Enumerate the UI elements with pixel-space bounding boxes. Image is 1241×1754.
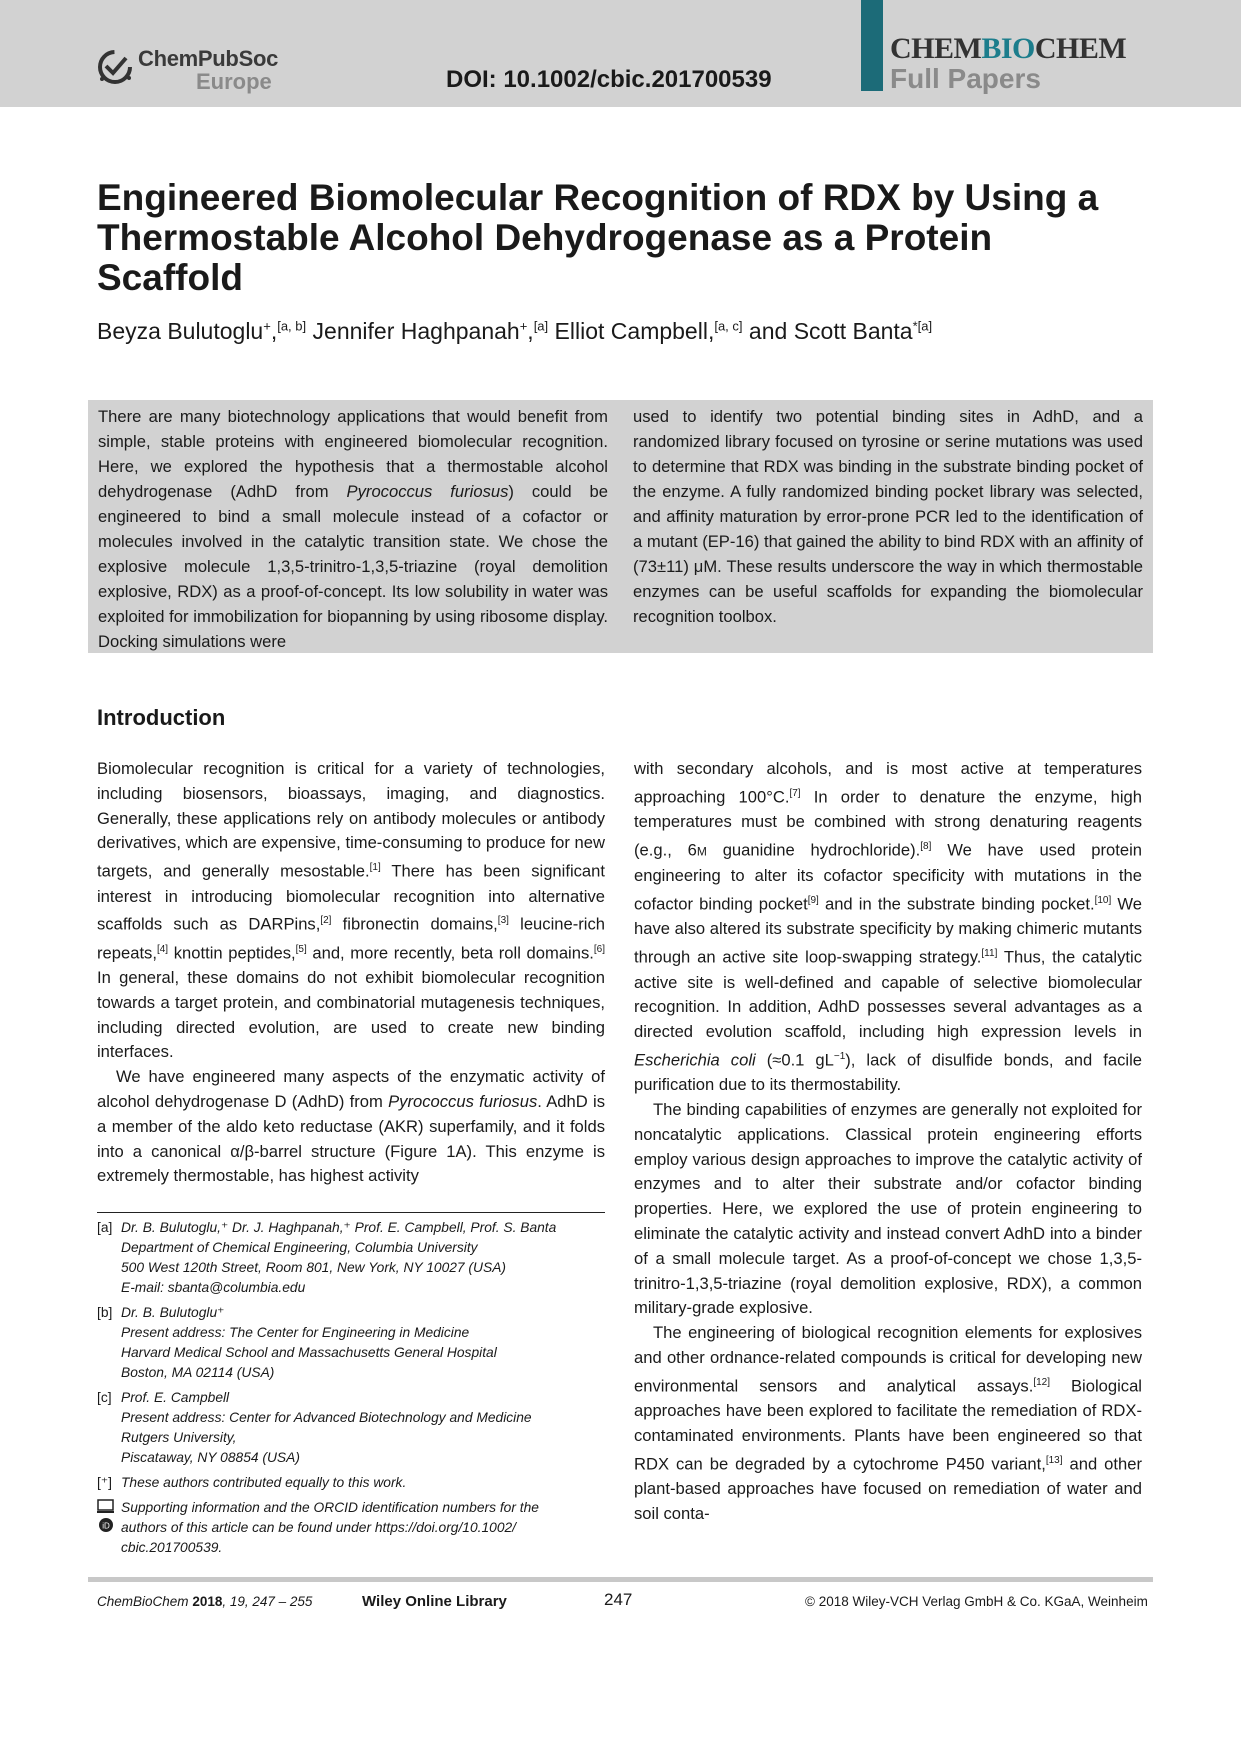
citation[interactable]: [9]	[807, 895, 819, 907]
citation[interactable]: [11]	[981, 948, 998, 960]
body-right-column	[634, 757, 1142, 1527]
journal-name-part: CHEM	[890, 32, 982, 65]
footnote-label: [b]	[97, 1305, 113, 1320]
computer-and-orcid-icon	[97, 1498, 115, 1534]
citation[interactable]: [10]	[1094, 895, 1112, 907]
author-affiliation: [a, c]	[714, 318, 743, 334]
paragraph	[97, 1065, 605, 1189]
footer-volume-pages: , 19, 247 – 255	[222, 1594, 313, 1609]
footer-citation	[97, 1594, 312, 1609]
page-number: 247	[604, 1590, 633, 1609]
text: The engineering of biological recognition elements for explosives and other ordnance-related compounds is critical for developing new environmental sensors and analytical assays.	[634, 1323, 1142, 1396]
footnote-line: Dr. B. Bulutoglu⁺	[121, 1305, 225, 1320]
abstract-text: There are many biotechnology applications that would benefit from simple, stable proteins with engineered biomolecular recognition. Here, we explored the hypothesis that a thermostable alcohol dehydrogenase (AdhD from	[98, 407, 608, 501]
svg-text:iD: iD	[102, 1521, 110, 1531]
journal-name	[890, 32, 1126, 66]
text: We have also altered its substrate specificity by making chimeric mutants through an active site loop-swapping strategy.	[634, 894, 1142, 967]
author-affiliation: [a]	[917, 318, 933, 334]
footnote-text	[121, 1498, 605, 1558]
footnote-line: Prof. E. Campbell	[121, 1390, 230, 1405]
text: (≈0.1 gL	[755, 1050, 834, 1070]
author-mark: *	[912, 318, 918, 334]
species-name: Pyrococcus furiosus	[388, 1091, 538, 1111]
author-name: Scott Banta	[793, 318, 913, 344]
journal-name-part: BIO	[981, 32, 1035, 65]
footnote-text	[121, 1388, 605, 1468]
text: and in the substrate binding pocket.	[818, 894, 1095, 914]
footnote-label: [c]	[97, 1390, 112, 1405]
citation[interactable]: [7]	[789, 787, 801, 799]
molar-unit: M	[696, 844, 707, 859]
footnote-line: Rutgers University,	[121, 1430, 237, 1445]
affiliation-footnotes	[97, 1218, 605, 1563]
footer-rule	[88, 1577, 1153, 1582]
paragraph	[634, 1321, 1142, 1526]
citation[interactable]: [8]	[920, 840, 932, 852]
text: and other plant-based approaches have focused on remediation of water and soil conta-	[634, 1454, 1142, 1523]
footnote-line: Department of Chemical Engineering, Columbia University	[121, 1240, 478, 1255]
paragraph	[634, 757, 1142, 1098]
footnote	[97, 1498, 605, 1558]
abstract-right-column: used to identify two potential binding sites in AdhD, and a randomized library focused on tyrosine or serine mutations was used to determine that RDX was binding in the substrate binding pocket of the enzyme. A fully randomized binding pocket library was selected, and affinity maturation by error-prone PCR led to the identification of a mutant (EP-16) that gained the ability to bind RDX with an affinity of (73±11) μM. These results underscore the way in which thermostable enzymes can be useful scaffolds for expanding the biomolecular recognition toolbox.	[633, 407, 1143, 626]
footnote-divider	[97, 1212, 605, 1213]
author-name: Jennifer Haghpanah	[312, 318, 520, 344]
author-name: Elliot Campbell	[554, 318, 708, 344]
citation[interactable]: [3]	[497, 915, 509, 927]
chempubsoc-logo-icon	[96, 48, 134, 86]
abstract-species: Pyrococcus furiosus	[346, 482, 509, 501]
exponent: −1	[833, 1050, 846, 1062]
footnote-line: Harvard Medical School and Massachusetts General Hospital	[121, 1345, 497, 1360]
publisher-region: Europe	[196, 69, 272, 94]
citation[interactable]: [1]	[369, 862, 381, 874]
citation[interactable]: [5]	[295, 943, 307, 955]
citation[interactable]: [4]	[156, 943, 169, 955]
text: In general, these domains do not exhibit biomolecular recognition towards a target protein, and combinatorial mutagenesis techniques, including directed evolution, are used to create new binding interfaces.	[97, 967, 605, 1062]
footnote-line: Present address: Center for Advanced Biotechnology and Medicine	[121, 1410, 532, 1425]
author-list: Beyza Bulutoglu+,[a, b] Jennifer Haghpanah+,[a] Elliot Campbell,[a, c] and Scott Banta$^{*[a]}$	[97, 318, 933, 344]
doi-link[interactable]: cbic.201700539.	[121, 1540, 223, 1555]
paragraph: The binding capabilities of enzymes are generally not exploited for noncatalytic applications. Classical protein engineering efforts employ various design approaches to improve the catalytic activity of enzymes and to alter their substrate and/or cofactor binding properties. Here, we explored the use of protein engineering to eliminate the catalytic activity and instead convert AdhD into a binder of a small molecule target. As a proof-of-concept we chose 1,3,5-trinitro-1,3,5-triazine (royal demolition explosive, RDX), a common military-grade explosive.	[634, 1100, 1142, 1318]
text: There has been significant interest in introducing biomolecular recognition into alternative scaffolds such as DARPins,	[97, 861, 605, 934]
text: leucine-rich repeats,	[97, 914, 605, 963]
footnote-label: [⁺]	[97, 1475, 112, 1490]
article-doi[interactable]: DOI: 10.1002/cbic.201700539	[446, 66, 772, 93]
footnote-label: [a]	[97, 1220, 113, 1235]
footnote-line: Supporting information and the ORCID identification numbers for the	[121, 1500, 539, 1515]
footnote	[97, 1218, 605, 1298]
article-type: Full Papers	[890, 63, 1041, 94]
footer-year: 2018	[192, 1594, 223, 1609]
email-link[interactable]: E-mail: sbanta@columbia.edu	[121, 1280, 306, 1295]
wiley-online-library-link[interactable]: Wiley Online Library	[362, 1593, 507, 1610]
text: In order to denature the enzyme, high temperatures must be combined with strong denaturing reagents (e.g., 6	[634, 787, 1142, 860]
citation[interactable]: [12]	[1033, 1376, 1050, 1388]
text: We have engineered many aspects of the enzymatic activity of alcohol dehydrogenase D (AdhD) from	[97, 1067, 605, 1111]
text: guanidine hydrochloride).	[706, 840, 921, 860]
footnote	[97, 1303, 605, 1383]
author-affiliation: [a, b]	[277, 318, 307, 334]
page-header	[0, 0, 1241, 107]
author-name: Beyza Bulutoglu	[97, 318, 264, 344]
copyright-notice: © 2018 Wiley-VCH Verlag GmbH & Co. KGaA, Weinheim	[805, 1594, 1148, 1609]
species-name: Escherichia coli	[634, 1050, 756, 1070]
author-mark: +	[263, 318, 271, 334]
footnote	[97, 1388, 605, 1468]
citation[interactable]: [6]	[593, 943, 605, 955]
text: fibronectin domains,	[331, 914, 498, 934]
abstract-text: ) could be engineered to bind a small molecule instead of a cofactor or molecules involved in the catalytic transition state. We chose the explosive molecule 1,3,5-trinitro-1,3,5-triazine (royal demolition explosive, RDX) as a proof-of-concept. Its low solubility in water was exploited for immobilization for biopanning by using ribosome display. Docking simulations were	[98, 482, 608, 651]
text: We have used protein engineering to alter its cofactor specificity with mutations in the cofactor binding pocket	[634, 840, 1142, 914]
section-heading: Introduction	[97, 705, 226, 730]
footnote-line: These authors contributed equally to this work.	[121, 1475, 407, 1490]
footnote-text	[121, 1303, 605, 1383]
journal-name-part: CHEM	[1034, 32, 1127, 65]
text: and, more recently, beta roll domains.	[306, 943, 594, 963]
footnote	[97, 1473, 605, 1493]
author-mark: +	[519, 318, 528, 334]
text: with secondary alcohols, and is most active at temperatures approaching 100°C.	[634, 759, 1142, 807]
citation[interactable]: [13]	[1045, 1454, 1063, 1466]
supporting-info-icons	[97, 1498, 121, 1558]
text: Thus, the catalytic active site is well-defined and capable of selective biomolecular recognition. In addition, AdhD possesses several advantages as a directed evolution scaffold, including high expression levels in	[634, 947, 1142, 1042]
publisher-name: ChemPubSoc	[138, 46, 279, 71]
journal-accent-bar	[861, 0, 883, 91]
footnote-line: Piscataway, NY 08854 (USA)	[121, 1450, 300, 1465]
article-title: Engineered Biomolecular Recognition of RDX by Using a Thermostable Alcohol Dehydrogenase as a Protein Scaffold	[97, 177, 1099, 298]
footnote-line: Dr. B. Bulutoglu,⁺ Dr. J. Haghpanah,⁺ Prof. E. Campbell, Prof. S. Banta	[121, 1220, 557, 1235]
citation[interactable]: [2]	[320, 915, 332, 927]
publisher-logo	[96, 46, 286, 94]
footnote-text	[121, 1218, 605, 1298]
footer-journal: ChemBioChem	[97, 1594, 189, 1609]
text: knottin peptides,	[168, 943, 296, 963]
doi-link[interactable]: authors of this article can be found under https://doi.org/10.1002/	[121, 1520, 517, 1535]
paragraph	[97, 757, 605, 1065]
footnote-line: 500 West 120th Street, Room 801, New York, NY 10027 (USA)	[121, 1260, 506, 1275]
abstract-left-column	[98, 404, 608, 654]
footnote-text	[121, 1473, 605, 1493]
text: ), lack of disulfide bonds, and facile purification due to its thermostability.	[634, 1050, 1142, 1095]
footnote-line: Boston, MA 02114 (USA)	[121, 1365, 275, 1380]
abstract-box	[88, 400, 1153, 653]
text: Biomolecular recognition is critical for a variety of technologies, including biosensors, bioassays, imaging, and diagnostics. Generally, these applications rely on antibody molecules or antibody derivatives, which are expensive, time-consuming to produce for new targets, and generally mesostable.	[97, 759, 605, 881]
text: . AdhD is a member of the aldo keto reductase (AKR) superfamily, and it folds into a canonical α/β-barrel structure (Figure 1A). This enzyme is extremely thermostable, has highest activity	[97, 1091, 606, 1186]
author-affiliation: [a]	[533, 318, 549, 334]
text: Biological approaches have been explored to facilitate the remediation of RDX-contaminated environments. Plants have been engineered so that RDX can be degraded by a cytochrome P450 variant,	[634, 1376, 1142, 1474]
footnote-line: Present address: The Center for Engineering in Medicine	[121, 1325, 470, 1340]
body-left-column	[97, 757, 605, 1189]
